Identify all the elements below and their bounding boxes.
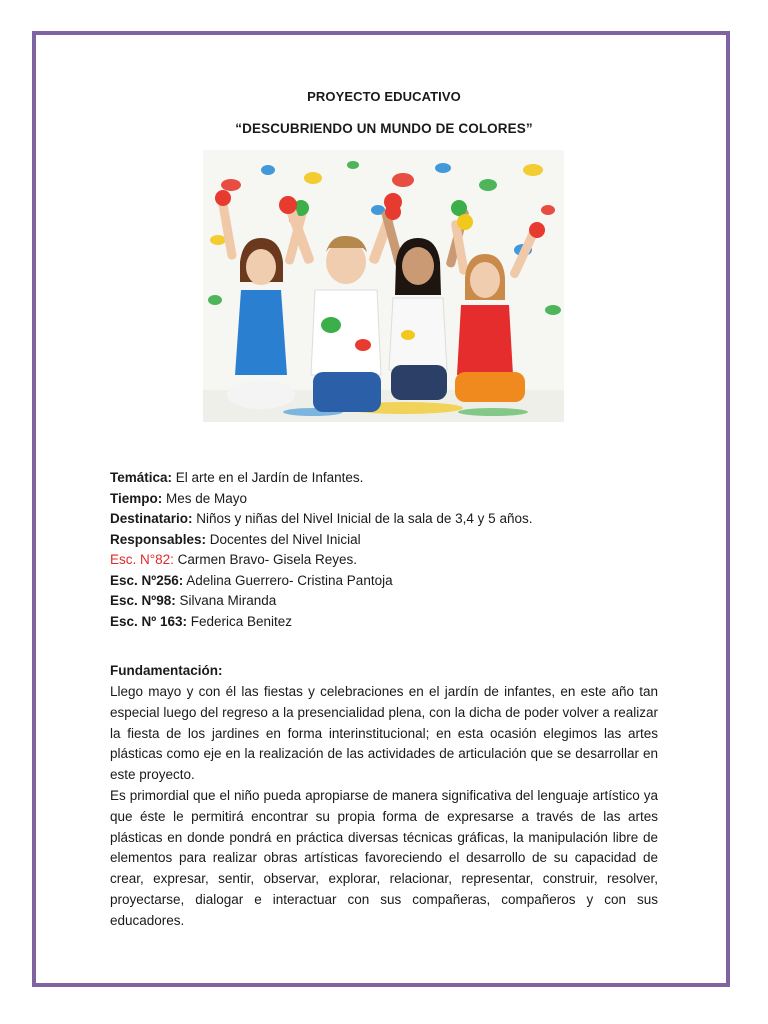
tematica-value: El arte en el Jardín de Infantes. <box>172 470 364 485</box>
esc163-value: Federica Benitez <box>186 613 293 629</box>
esc98-row <box>110 591 670 612</box>
esc256-value: Adelina Guerrero- Cristina Pantoja <box>183 572 393 588</box>
fundamentacion-paragraph-2: Es primordial que el niño pueda apropiarse de manera significativa del lenguaje artístico ya que éste le permitirá encontrar su propia forma de expresarse a través de las artes plásticas en donde pondrá en práctica diversas técnicas gráficas, la manipulación libre de elementos para realizar obras artísticas favoreciendo el desarrollo de su capacidad de crear, expresar, sentir, observar, explorar, relacionar, representar, construir, resolver, proyectarse, dialogar e interactuar con sus compañeras, compañeros y con sus educadores. <box>110 787 658 928</box>
fundamentacion-heading: Fundamentación: <box>110 663 223 678</box>
project-name: “DESCUBRIENDO UN MUNDO DE COLORES” <box>235 121 533 136</box>
responsables-value: Docentes del Nivel Inicial <box>206 531 361 547</box>
tiempo-value: Mes de Mayo <box>162 490 248 506</box>
esc98-label: Esc. Nº98: <box>110 593 176 608</box>
destinatario-value: Niños y niñas del Nivel Inicial de la sala de 3,4 y 5 años. <box>192 511 533 526</box>
document-title: PROYECTO EDUCATIVO <box>307 89 461 104</box>
esc98-value: Silvana Miranda <box>175 593 277 608</box>
destinatario-label: Destinatario: <box>110 511 193 526</box>
fundamentacion-body <box>110 682 658 932</box>
esc82-label: Esc. N°82: <box>110 552 174 567</box>
responsables-label: Responsables: <box>110 531 207 547</box>
esc163-row <box>110 612 670 633</box>
tiempo-row <box>110 489 670 510</box>
esc163-label: Esc. Nº 163: <box>110 613 187 629</box>
fundamentacion-paragraph-1: Llego mayo y con él las fiestas y celebraciones en el jardín de infantes, en este año tan especial luego del regreso a la presencialidad plena, con la dicha de poder volver a realizar la fiesta de los jardines en forma interinstitucional; en esta ocasión elegimos las artes plásticas como eje en la realización de las actividades de articulación que se desarrollar en este proyecto. <box>110 684 658 783</box>
tiempo-label: Tiempo: <box>110 490 163 506</box>
esc256-label: Esc. Nº256: <box>110 572 184 588</box>
esc82-value: Carmen Bravo- Gisela Reyes. <box>173 552 357 567</box>
esc82-row <box>110 550 670 571</box>
children-painting-photo <box>203 150 564 422</box>
tematica-row <box>110 468 670 489</box>
tematica-label: Temática: <box>110 470 173 485</box>
esc256-row <box>110 571 670 592</box>
destinatario-row <box>110 509 670 530</box>
project-info <box>110 468 670 632</box>
responsables-row <box>110 530 670 551</box>
